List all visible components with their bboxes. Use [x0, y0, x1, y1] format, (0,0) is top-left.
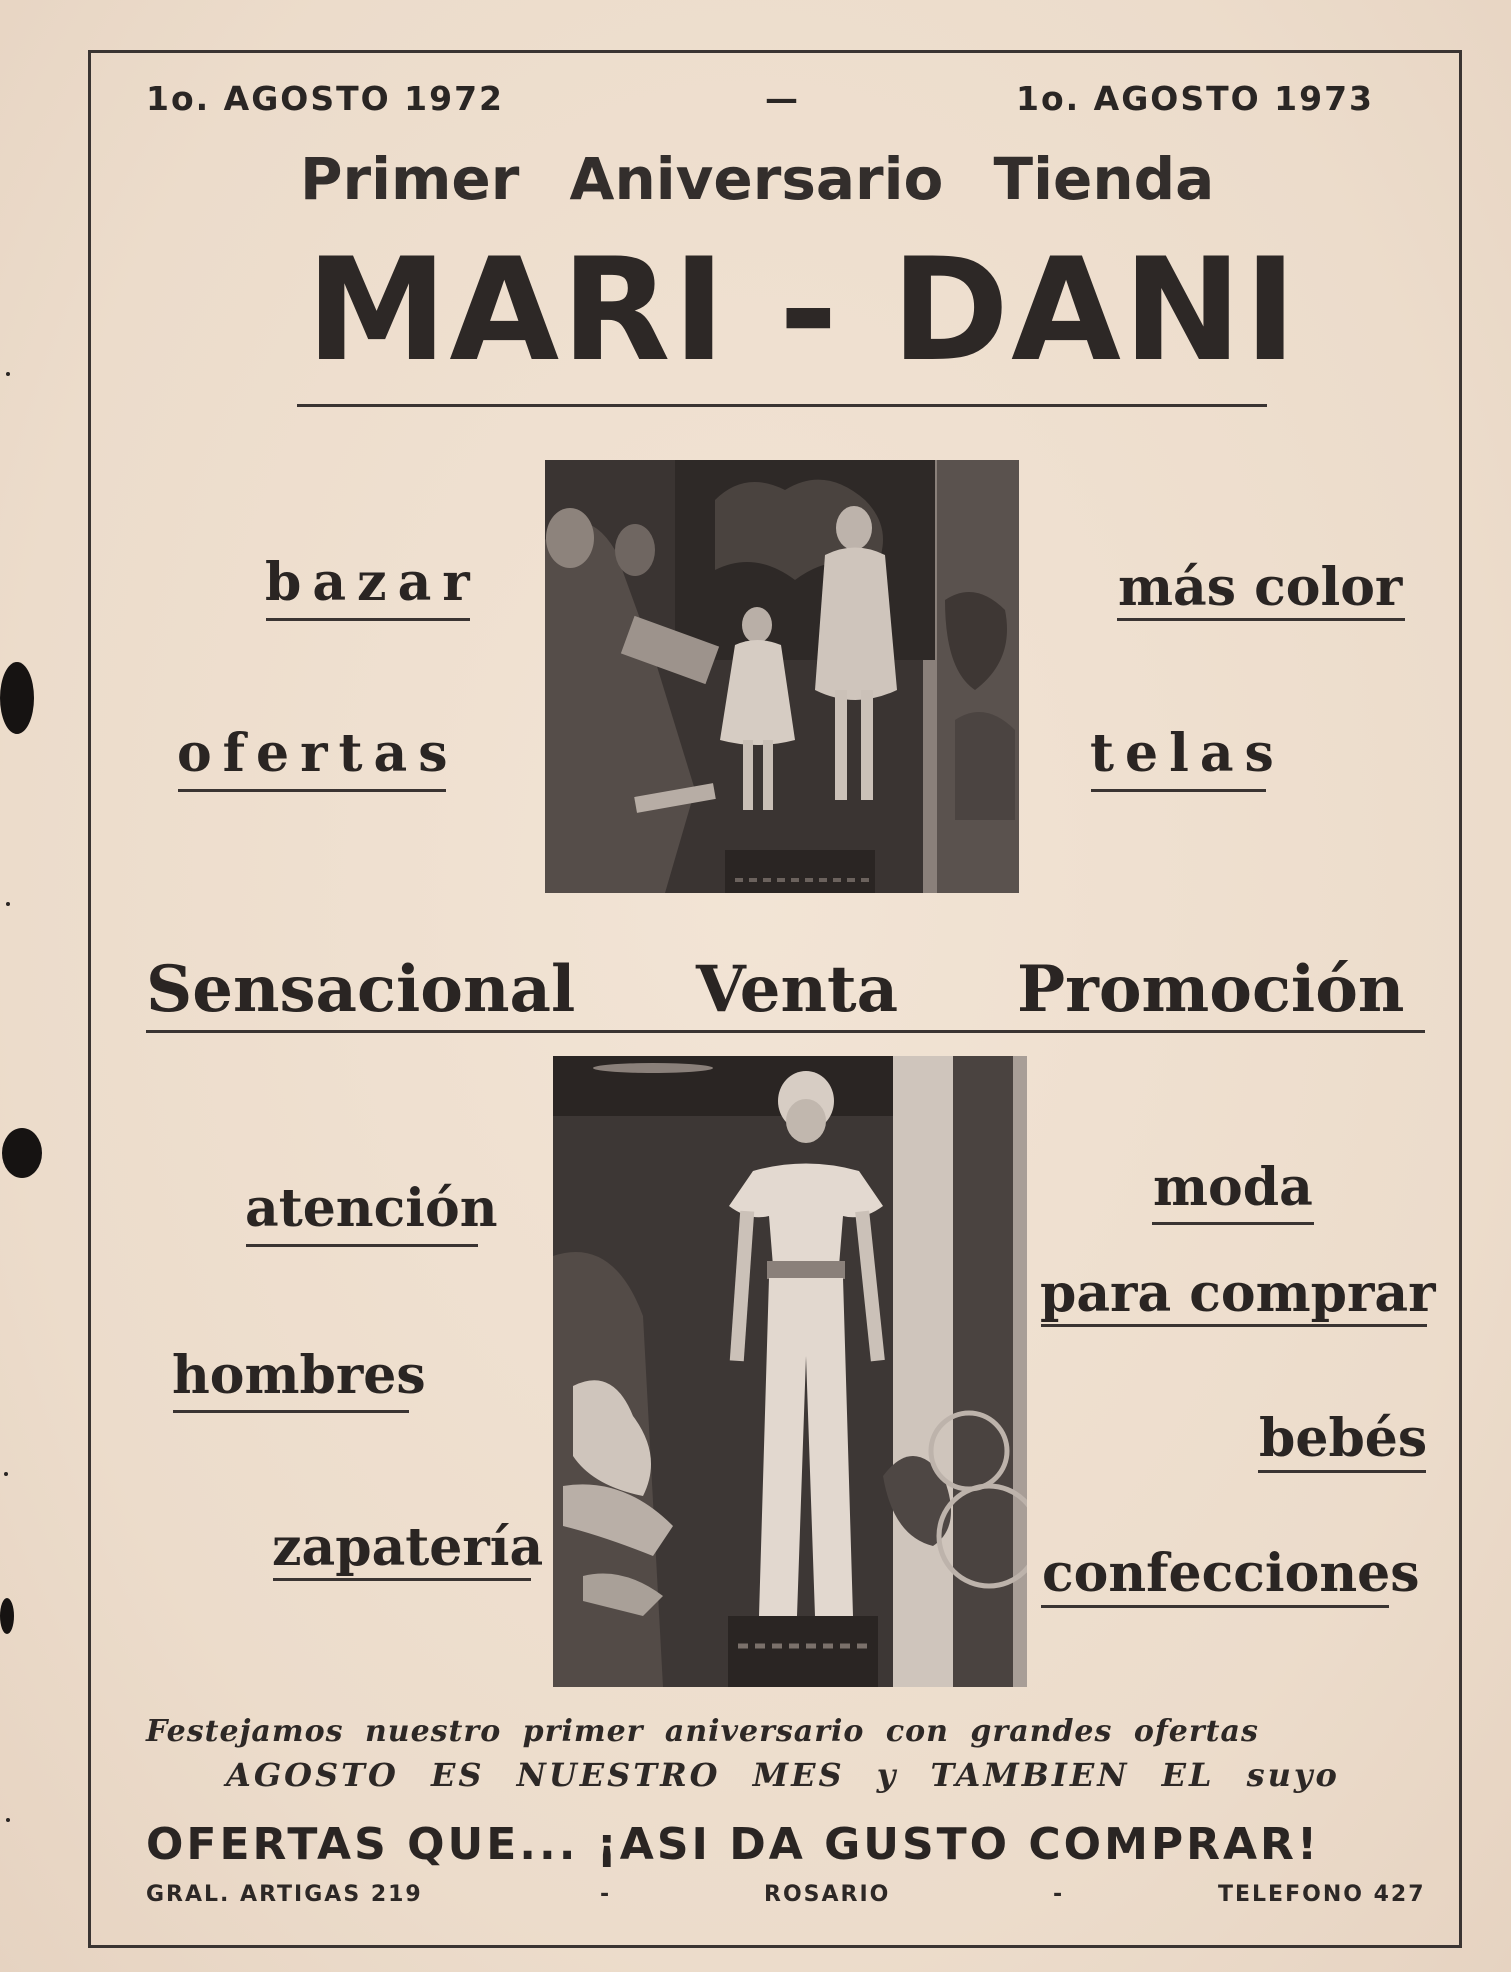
- children-photo-image: [545, 460, 1019, 893]
- headline-sensacional: Sensacional: [146, 952, 576, 1027]
- underline-mas-color: [1117, 618, 1405, 621]
- word-bazar: bazar: [265, 552, 481, 613]
- word-ofertas: ofertas: [177, 723, 459, 784]
- word-atencion: atención: [245, 1178, 498, 1239]
- underline-zapateria: [273, 1578, 531, 1581]
- photo-woman-fashion-show: [553, 1056, 1027, 1687]
- anniversary-subtitle: Primer Aniversario Tienda: [300, 145, 1215, 213]
- headline-underline: [146, 1030, 1425, 1033]
- footer-separator: -: [600, 1882, 612, 1907]
- footer-address: GRAL. ARTIGAS 219: [146, 1882, 423, 1907]
- store-name: MARI - DANI: [306, 228, 1299, 393]
- woman-photo-image: [553, 1056, 1027, 1687]
- underline-ofertas: [178, 789, 446, 792]
- underline-telas: [1091, 789, 1266, 792]
- word-bebes: bebés: [1259, 1408, 1428, 1469]
- underline-moda: [1152, 1222, 1314, 1225]
- margin-speck: [6, 1818, 10, 1822]
- footer-city: ROSARIO: [764, 1882, 891, 1907]
- margin-speck: [4, 1472, 8, 1476]
- word-para-comprar: para comprar: [1040, 1263, 1436, 1324]
- word-moda: moda: [1153, 1157, 1313, 1218]
- underline-bebes: [1258, 1470, 1426, 1473]
- date-start: 1o. AGOSTO 1972: [146, 79, 505, 118]
- underline-bazar: [266, 618, 470, 621]
- photo-children-fashion-show: [545, 460, 1019, 893]
- underline-para-comprar: [1041, 1324, 1427, 1327]
- underline-confecciones: [1041, 1605, 1389, 1608]
- footer-separator: -: [1053, 1882, 1065, 1907]
- title-underline: [297, 404, 1267, 407]
- closing-slogan: OFERTAS QUE... ¡ASI DA GUSTO COMPRAR!: [146, 1819, 1321, 1870]
- word-telas: telas: [1090, 723, 1285, 784]
- date-end: 1o. AGOSTO 1973: [1016, 79, 1375, 118]
- margin-speck: [6, 372, 10, 376]
- underline-hombres: [173, 1410, 409, 1413]
- closing-line-2: AGOSTO ES NUESTRO MES y TAMBIEN EL suyo: [226, 1756, 1340, 1794]
- word-zapateria: zapatería: [272, 1517, 544, 1578]
- headline-promocion: Promoción: [1017, 952, 1405, 1027]
- closing-line-1: Festejamos nuestro primer aniversario con grandes ofertas: [146, 1714, 1259, 1749]
- date-dash: —: [765, 79, 800, 118]
- margin-speck: [6, 902, 10, 906]
- underline-atencion: [246, 1244, 478, 1247]
- word-mas-color: más color: [1118, 557, 1403, 618]
- binder-hole-mark: [2, 1128, 42, 1178]
- binder-hole-mark: [0, 1598, 14, 1634]
- word-hombres: hombres: [172, 1345, 426, 1406]
- footer-phone: TELEFONO 427: [1218, 1882, 1426, 1907]
- headline-venta: Venta: [696, 952, 899, 1027]
- word-confecciones: confecciones: [1042, 1543, 1420, 1604]
- binder-hole-mark: [0, 662, 34, 734]
